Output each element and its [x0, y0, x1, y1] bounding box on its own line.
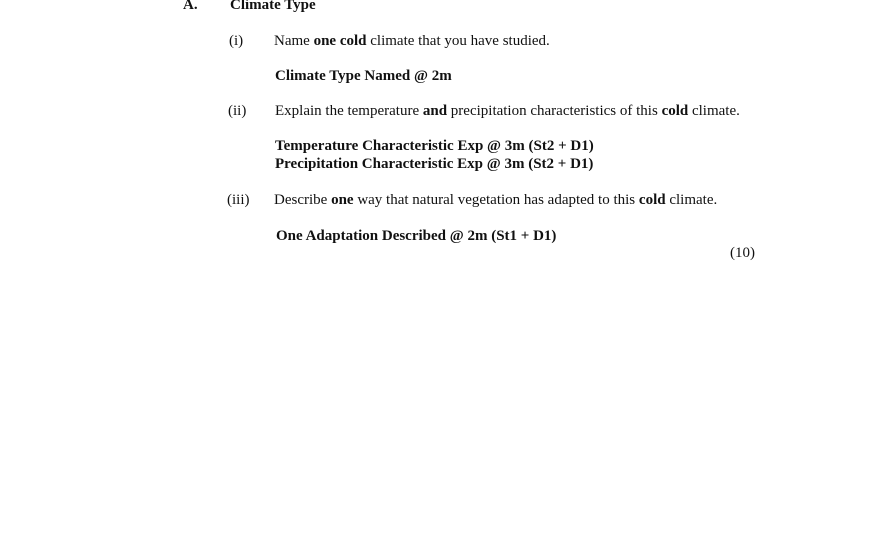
marking-scheme-line: One Adaptation Described @ 2m (St1 + D1) — [276, 228, 557, 244]
question-emphasis: cold — [638, 192, 666, 208]
question-text — [274, 32, 550, 50]
question-text-part: climate. — [665, 192, 718, 208]
marking-scheme-line: Precipitation Characteristic Exp @ 3m (St2 + D1) — [275, 156, 594, 172]
question-text — [274, 191, 717, 209]
question-text-part: climate. — [688, 103, 740, 119]
question-emphasis: one — [331, 192, 354, 208]
question-text-part: precipitation characteristics of this — [447, 103, 662, 119]
marking-scheme-line: Climate Type Named @ 2m — [275, 68, 452, 84]
question-number: (iii) — [227, 192, 250, 208]
question-emphasis: one cold — [313, 33, 367, 49]
question-emphasis: cold — [661, 103, 689, 119]
marking-scheme-line: Temperature Characteristic Exp @ 3m (St2 + D1) — [275, 138, 594, 154]
question-number: (i) — [229, 33, 244, 49]
question-text-part: Name — [274, 33, 314, 49]
section-letter: A. — [183, 0, 198, 13]
question-text-part: climate that you have studied. — [366, 33, 550, 49]
section-title: Climate Type — [230, 0, 316, 13]
question-text-part: way that natural vegetation has adapted to this — [353, 192, 639, 208]
question-text-part: Explain the temperature — [275, 103, 423, 119]
total-marks: (10) — [730, 245, 755, 261]
question-text — [275, 102, 740, 120]
question-emphasis: and — [422, 103, 448, 119]
question-number: (ii) — [228, 103, 247, 119]
question-text-part: Describe — [274, 192, 332, 208]
